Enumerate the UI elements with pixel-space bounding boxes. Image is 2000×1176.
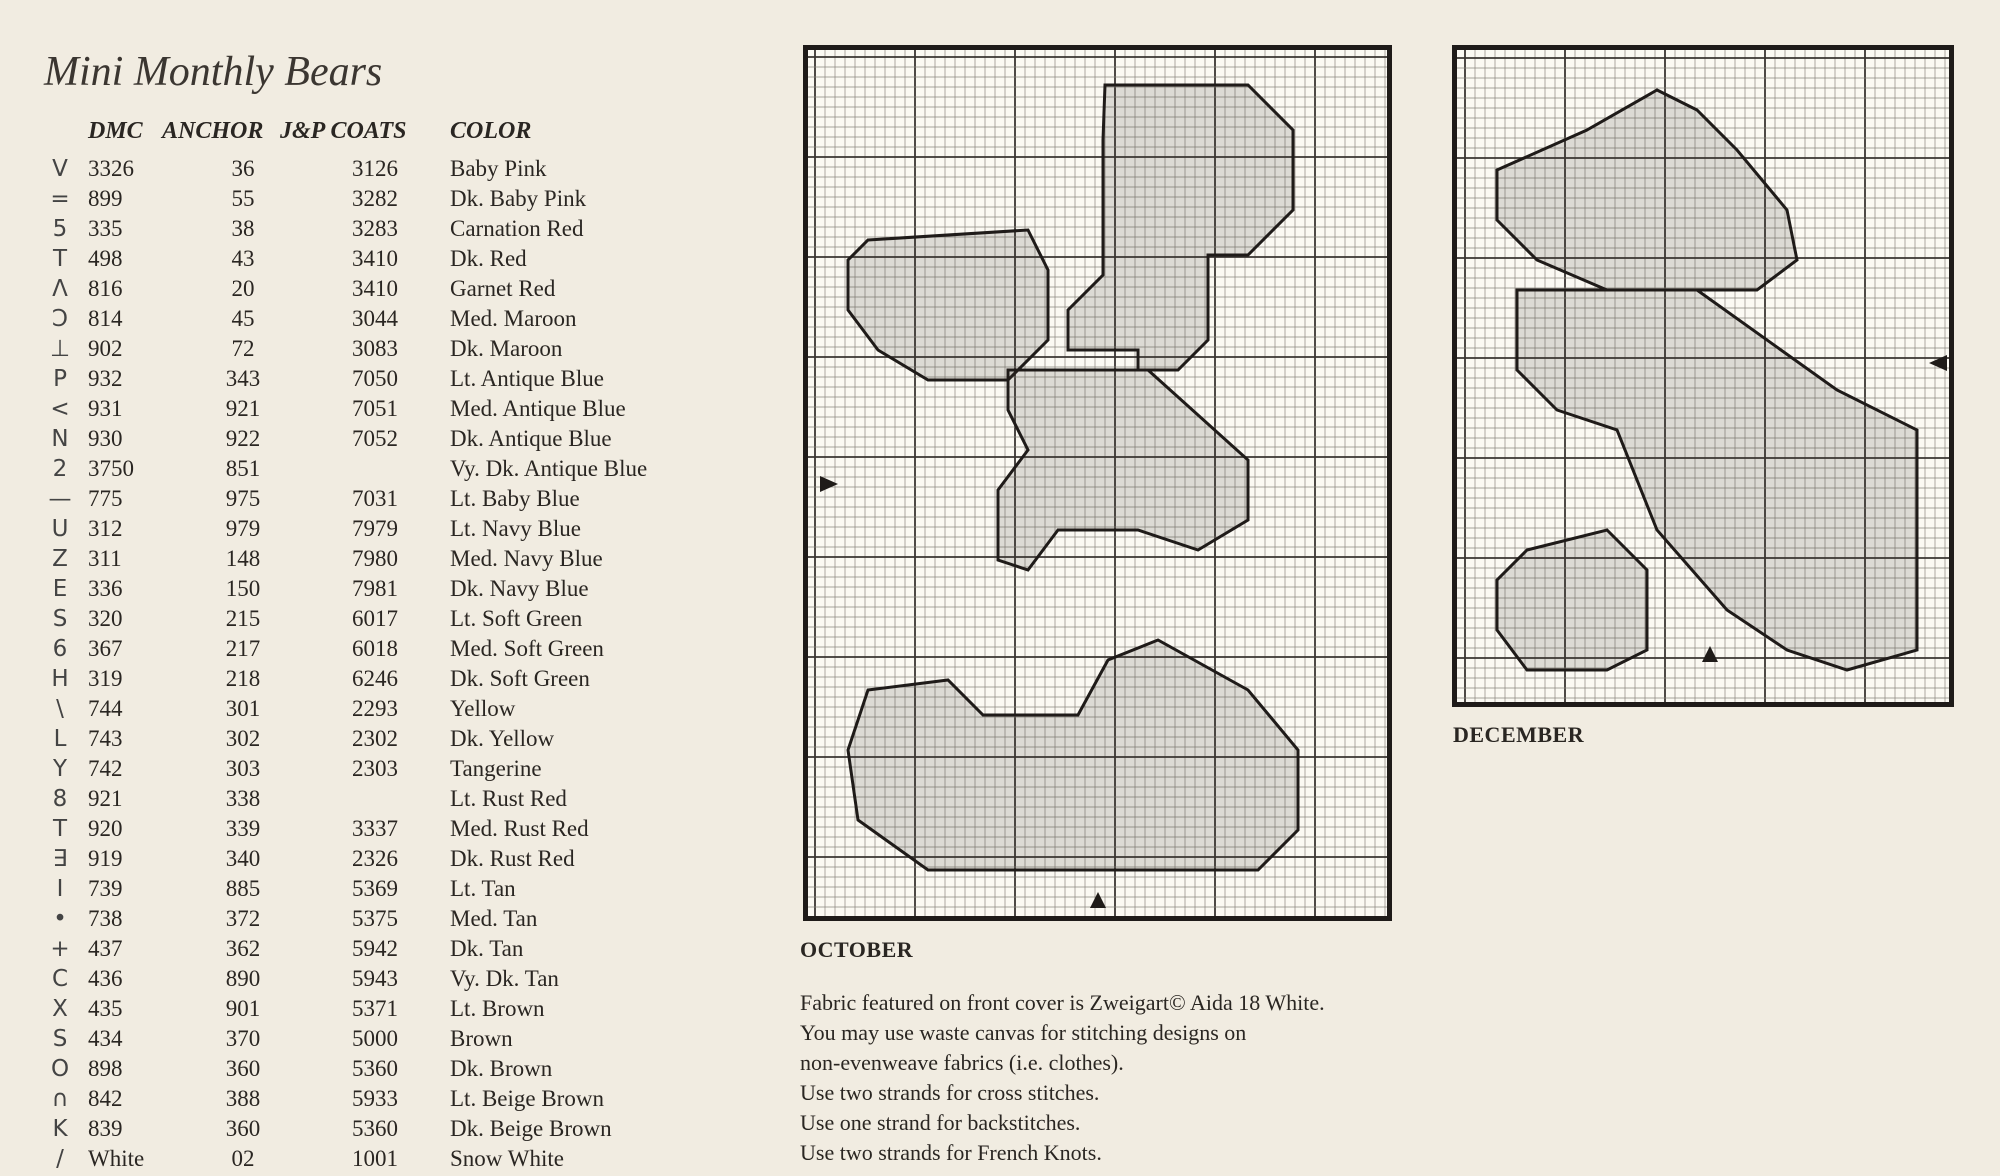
anchor-number: 303 bbox=[225, 756, 261, 781]
table-row bbox=[40, 366, 760, 396]
anchor-number: 338 bbox=[225, 786, 261, 811]
header-anchor: ANCHOR bbox=[162, 118, 264, 144]
anchor-number: 360 bbox=[225, 1116, 261, 1141]
color-name: Dk. Beige Brown bbox=[450, 1116, 612, 1141]
anchor-number: 302 bbox=[225, 726, 261, 751]
table-row bbox=[40, 1026, 760, 1056]
table-row bbox=[40, 786, 760, 816]
anchor-number: 340 bbox=[225, 846, 261, 871]
table-row bbox=[40, 306, 760, 336]
dmc-number: 902 bbox=[88, 336, 123, 361]
note-line: non-evenweave fabrics (i.e. clothes). bbox=[800, 1050, 1124, 1075]
jp-coats-number: 3283 bbox=[352, 216, 398, 241]
symbol: S bbox=[52, 606, 68, 632]
dmc-number: 921 bbox=[88, 786, 123, 811]
december-chart-grid bbox=[1457, 50, 1949, 702]
symbol: ∩ bbox=[51, 1086, 69, 1112]
dmc-number: 3750 bbox=[88, 456, 134, 481]
anchor-number: 02 bbox=[231, 1146, 255, 1171]
dmc-number: 738 bbox=[88, 906, 123, 931]
dmc-number: 743 bbox=[88, 726, 123, 751]
jp-coats-number: 2326 bbox=[352, 846, 398, 871]
jp-coats-number: 7051 bbox=[352, 396, 398, 421]
table-row bbox=[40, 966, 760, 996]
october-bear-body bbox=[998, 370, 1248, 570]
symbol: / bbox=[56, 1146, 64, 1172]
dmc-number: 931 bbox=[88, 396, 123, 421]
table-row bbox=[40, 696, 760, 726]
anchor-number: 360 bbox=[225, 1056, 261, 1081]
table-row bbox=[40, 216, 760, 246]
anchor-number: 20 bbox=[231, 276, 255, 301]
anchor-number: 343 bbox=[225, 366, 261, 391]
dmc-number: 898 bbox=[88, 1056, 123, 1081]
color-name: Vy. Dk. Antique Blue bbox=[450, 456, 648, 481]
anchor-number: 975 bbox=[225, 486, 261, 511]
anchor-number: 217 bbox=[225, 636, 261, 661]
symbol: L bbox=[53, 726, 67, 752]
symbol: Λ bbox=[52, 276, 68, 302]
dmc-number: 336 bbox=[88, 576, 123, 601]
color-name: Dk. Navy Blue bbox=[450, 576, 589, 601]
dmc-number: 436 bbox=[88, 966, 123, 991]
dmc-number: 435 bbox=[88, 996, 123, 1021]
anchor-number: 218 bbox=[225, 666, 261, 691]
dmc-number: 312 bbox=[88, 516, 123, 541]
symbol: \ bbox=[56, 696, 64, 722]
symbol: Z bbox=[52, 546, 68, 572]
anchor-number: 922 bbox=[225, 426, 261, 451]
anchor-number: 339 bbox=[225, 816, 261, 841]
dmc-number: 319 bbox=[88, 666, 123, 691]
dmc-number: 367 bbox=[88, 636, 123, 661]
december-column-marker bbox=[1702, 646, 1718, 662]
jp-coats-number: 5371 bbox=[352, 996, 398, 1021]
color-name: Dk. Yellow bbox=[450, 726, 555, 751]
december-chart bbox=[1452, 45, 1954, 707]
color-name: Carnation Red bbox=[450, 216, 584, 241]
symbol: T bbox=[52, 246, 68, 272]
table-row bbox=[40, 606, 760, 636]
table-row bbox=[40, 1116, 760, 1146]
color-name: Dk. Tan bbox=[450, 936, 524, 961]
anchor-number: 890 bbox=[225, 966, 261, 991]
table-row bbox=[40, 546, 760, 576]
anchor-number: 150 bbox=[225, 576, 261, 601]
jp-coats-number: 7980 bbox=[352, 546, 398, 571]
anchor-number: 901 bbox=[225, 996, 261, 1021]
note-line: Fabric featured on front cover is Zweigart© Aida 18 White. bbox=[800, 990, 1325, 1015]
dmc-number: 919 bbox=[88, 846, 123, 871]
dmc-number: 498 bbox=[88, 246, 123, 271]
symbol: K bbox=[52, 1116, 68, 1142]
jp-coats-number: 3410 bbox=[352, 246, 398, 271]
color-name: Med. Tan bbox=[450, 906, 538, 931]
dmc-number: 437 bbox=[88, 936, 123, 961]
dmc-number: 930 bbox=[88, 426, 123, 451]
color-name: Med. Soft Green bbox=[450, 636, 604, 661]
symbol: O bbox=[50, 1056, 70, 1082]
color-name: Garnet Red bbox=[450, 276, 556, 301]
jp-coats-number: 5369 bbox=[352, 876, 398, 901]
dmc-number: 839 bbox=[88, 1116, 123, 1141]
symbol: H bbox=[51, 666, 69, 692]
color-name: Dk. Red bbox=[450, 246, 527, 271]
color-name: Baby Pink bbox=[450, 156, 547, 181]
color-name: Lt. Soft Green bbox=[450, 606, 583, 631]
color-name: Med. Antique Blue bbox=[450, 396, 626, 421]
color-name: Dk. Brown bbox=[450, 1056, 553, 1081]
table-row bbox=[40, 156, 760, 186]
anchor-number: 45 bbox=[231, 306, 255, 331]
color-name: Lt. Antique Blue bbox=[450, 366, 604, 391]
table-row bbox=[40, 906, 760, 936]
symbol: 8 bbox=[52, 786, 68, 812]
october-chart bbox=[803, 45, 1392, 921]
dmc-number: 775 bbox=[88, 486, 123, 511]
color-name: Lt. Tan bbox=[450, 876, 516, 901]
jp-coats-number: 3337 bbox=[352, 816, 398, 841]
dmc-number: 920 bbox=[88, 816, 123, 841]
page-title: Mini Monthly Bears bbox=[44, 49, 383, 95]
header-dmc: DMC bbox=[88, 118, 143, 144]
jp-coats-number: 6246 bbox=[352, 666, 398, 691]
dmc-number: 335 bbox=[88, 216, 123, 241]
october-column-marker bbox=[1090, 892, 1106, 908]
symbol: E bbox=[52, 576, 68, 602]
color-name: Tangerine bbox=[450, 756, 542, 781]
symbol: V bbox=[52, 156, 68, 182]
anchor-number: 38 bbox=[231, 216, 255, 241]
dmc-number: 434 bbox=[88, 1026, 123, 1051]
color-name: Med. Maroon bbox=[450, 306, 577, 331]
anchor-number: 362 bbox=[225, 936, 261, 961]
symbol: I bbox=[56, 876, 64, 902]
anchor-number: 301 bbox=[225, 696, 261, 721]
color-name: Dk. Maroon bbox=[450, 336, 563, 361]
table-row bbox=[40, 336, 760, 366]
dmc-number: 739 bbox=[88, 876, 123, 901]
jp-coats-number: 7979 bbox=[352, 516, 398, 541]
symbol: U bbox=[51, 516, 69, 542]
jp-coats-number: 3410 bbox=[352, 276, 398, 301]
anchor-number: 851 bbox=[225, 456, 261, 481]
dmc-number: 742 bbox=[88, 756, 123, 781]
jp-coats-number: 6018 bbox=[352, 636, 398, 661]
symbol: 2 bbox=[52, 456, 68, 482]
table-row bbox=[40, 876, 760, 906]
table-row bbox=[40, 726, 760, 756]
symbol: P bbox=[53, 366, 67, 392]
color-name: Snow White bbox=[450, 1146, 564, 1171]
table-header bbox=[40, 118, 760, 148]
anchor-number: 388 bbox=[225, 1086, 261, 1111]
color-name: Dk. Baby Pink bbox=[450, 186, 587, 211]
anchor-number: 885 bbox=[225, 876, 261, 901]
table-row bbox=[40, 246, 760, 276]
symbol: N bbox=[51, 426, 69, 452]
dmc-number: 3326 bbox=[88, 156, 134, 181]
symbol: X bbox=[52, 996, 68, 1022]
symbol: 6 bbox=[52, 636, 68, 662]
color-name: Yellow bbox=[450, 696, 516, 721]
table-row bbox=[40, 756, 760, 786]
anchor-number: 979 bbox=[225, 516, 261, 541]
table-row bbox=[40, 846, 760, 876]
color-name: Med. Navy Blue bbox=[450, 546, 603, 571]
december-bear-head bbox=[1497, 90, 1797, 290]
jp-coats-number: 7052 bbox=[352, 426, 398, 451]
anchor-number: 36 bbox=[231, 156, 255, 181]
color-name: Dk. Soft Green bbox=[450, 666, 590, 691]
anchor-number: 370 bbox=[225, 1026, 261, 1051]
table-row bbox=[40, 816, 760, 846]
december-caption: DECEMBER bbox=[1453, 722, 1585, 747]
table-row bbox=[40, 486, 760, 516]
anchor-number: 148 bbox=[225, 546, 261, 571]
jp-coats-number: 1001 bbox=[352, 1146, 398, 1171]
table-row bbox=[40, 576, 760, 606]
stitching-notes bbox=[800, 988, 1325, 1168]
jp-coats-number: 2303 bbox=[352, 756, 398, 781]
dmc-number: 311 bbox=[88, 546, 122, 571]
symbol: ∃ bbox=[52, 846, 68, 872]
table-row bbox=[40, 516, 760, 546]
header-jp-coats: J&P COATS bbox=[280, 118, 407, 144]
jp-coats-number: 5943 bbox=[352, 966, 398, 991]
table-row bbox=[40, 456, 760, 486]
jp-coats-number: 6017 bbox=[352, 606, 398, 631]
table-row bbox=[40, 186, 760, 216]
symbol: 5 bbox=[52, 216, 68, 242]
anchor-number: 55 bbox=[231, 186, 255, 211]
anchor-number: 215 bbox=[225, 606, 261, 631]
december-bear-foot bbox=[1497, 530, 1647, 670]
october-caption: OCTOBER bbox=[800, 937, 914, 962]
jp-coats-number: 3282 bbox=[352, 186, 398, 211]
jp-coats-number: 5933 bbox=[352, 1086, 398, 1111]
note-line: You may use waste canvas for stitching designs on bbox=[800, 1020, 1247, 1045]
anchor-number: 372 bbox=[225, 906, 261, 931]
jp-coats-number: 5942 bbox=[352, 936, 398, 961]
dmc-number: 814 bbox=[88, 306, 123, 331]
symbol: + bbox=[50, 936, 70, 962]
symbol: ⊥ bbox=[49, 336, 71, 362]
anchor-number: 921 bbox=[225, 396, 261, 421]
color-name: Dk. Antique Blue bbox=[450, 426, 612, 451]
jp-coats-number: 2302 bbox=[352, 726, 398, 751]
symbol: T bbox=[52, 816, 68, 842]
symbol: = bbox=[50, 186, 70, 212]
color-name: Vy. Dk. Tan bbox=[450, 966, 559, 991]
jp-coats-number: 5000 bbox=[352, 1026, 398, 1051]
table-row bbox=[40, 1056, 760, 1086]
table-row bbox=[40, 636, 760, 666]
symbol: < bbox=[50, 396, 70, 422]
dmc-number: 744 bbox=[88, 696, 123, 721]
jp-coats-number: 3126 bbox=[352, 156, 398, 181]
color-name: Lt. Navy Blue bbox=[450, 516, 581, 541]
symbol: — bbox=[48, 486, 72, 512]
table-row bbox=[40, 666, 760, 696]
dmc-number: 842 bbox=[88, 1086, 123, 1111]
dmc-number: 932 bbox=[88, 366, 123, 391]
header-color: COLOR bbox=[450, 118, 532, 144]
table-row bbox=[40, 996, 760, 1026]
jp-coats-number: 5360 bbox=[352, 1056, 398, 1081]
jp-coats-number: 3044 bbox=[352, 306, 398, 331]
jp-coats-number: 5375 bbox=[352, 906, 398, 931]
color-name: Lt. Baby Blue bbox=[450, 486, 580, 511]
symbol: Ↄ bbox=[51, 306, 69, 332]
symbol: • bbox=[53, 906, 67, 932]
color-name: Med. Rust Red bbox=[450, 816, 589, 841]
dmc-number: 320 bbox=[88, 606, 123, 631]
jp-coats-number: 7031 bbox=[352, 486, 398, 511]
color-name: Dk. Rust Red bbox=[450, 846, 575, 871]
table-row bbox=[40, 1146, 760, 1176]
symbol: S bbox=[52, 1026, 68, 1052]
jp-coats-number: 2293 bbox=[352, 696, 398, 721]
table-row bbox=[40, 426, 760, 456]
symbol: C bbox=[51, 966, 69, 992]
dmc-number: White bbox=[88, 1146, 145, 1171]
dmc-number: 899 bbox=[88, 186, 123, 211]
jp-coats-number: 7981 bbox=[352, 576, 398, 601]
color-name: Brown bbox=[450, 1026, 513, 1051]
jp-coats-number: 3083 bbox=[352, 336, 398, 361]
note-line: Use one strand for backstitches. bbox=[800, 1110, 1081, 1135]
table-row bbox=[40, 1086, 760, 1116]
dmc-number: 816 bbox=[88, 276, 123, 301]
jp-coats-number: 5360 bbox=[352, 1116, 398, 1141]
note-line: Use two strands for French Knots. bbox=[800, 1140, 1102, 1165]
anchor-number: 43 bbox=[231, 246, 255, 271]
color-name: Lt. Beige Brown bbox=[450, 1086, 604, 1111]
table-row bbox=[40, 396, 760, 426]
color-name: Lt. Brown bbox=[450, 996, 545, 1021]
table-row bbox=[40, 276, 760, 306]
symbol: Y bbox=[52, 756, 68, 782]
table-row bbox=[40, 936, 760, 966]
october-chart-grid bbox=[808, 50, 1387, 916]
jp-coats-number: 7050 bbox=[352, 366, 398, 391]
color-name: Lt. Rust Red bbox=[450, 786, 567, 811]
note-line: Use two strands for cross stitches. bbox=[800, 1080, 1100, 1105]
anchor-number: 72 bbox=[231, 336, 255, 361]
